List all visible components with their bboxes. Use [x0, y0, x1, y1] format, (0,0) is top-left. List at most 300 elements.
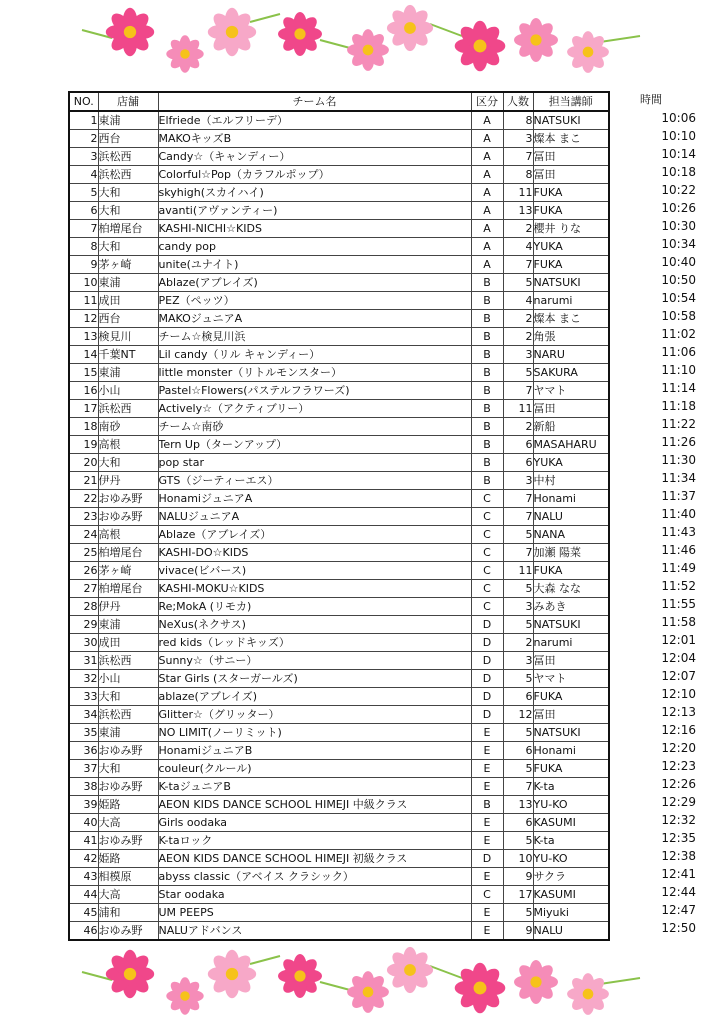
cell-count: 11 — [503, 562, 533, 580]
cell-teacher: 中村 — [533, 472, 609, 490]
cosmos-flower-icon — [166, 977, 203, 1014]
cell-teacher: narumi — [533, 292, 609, 310]
time-value: 12:32 — [661, 813, 696, 827]
cell-teacher: K-ta — [533, 832, 609, 850]
cell-division: E — [471, 868, 503, 886]
cell-division: A — [471, 202, 503, 220]
cell-count: 7 — [503, 148, 533, 166]
cell-division: B — [471, 364, 503, 382]
cell-store: おゆみ野 — [98, 922, 158, 941]
time-value: 11:30 — [661, 453, 696, 467]
cell-count: 5 — [503, 616, 533, 634]
cell-no: 1 — [69, 111, 98, 130]
cell-store: 浦和 — [98, 904, 158, 922]
cell-count: 8 — [503, 166, 533, 184]
time-value: 12:23 — [661, 759, 696, 773]
cell-teacher: Honami — [533, 490, 609, 508]
cosmos-flower-icon — [455, 21, 506, 72]
cell-store: 西台 — [98, 130, 158, 148]
cell-no: 42 — [69, 850, 98, 868]
cell-count: 11 — [503, 184, 533, 202]
time-value: 10:40 — [661, 255, 696, 269]
cell-division: D — [471, 850, 503, 868]
cell-store: 大和 — [98, 454, 158, 472]
cosmos-flower-icon-row — [0, 942, 724, 1022]
header-time: 時間 — [640, 93, 662, 106]
cell-no: 11 — [69, 292, 98, 310]
cell-division: B — [471, 472, 503, 490]
cell-count: 3 — [503, 598, 533, 616]
cell-teacher: NATSUKI — [533, 616, 609, 634]
cell-store: 伊丹 — [98, 598, 158, 616]
cell-division: B — [471, 274, 503, 292]
cell-store: 東浦 — [98, 724, 158, 742]
time-value: 12:16 — [661, 723, 696, 737]
cell-division: B — [471, 400, 503, 418]
time-value: 11:37 — [661, 489, 696, 503]
cell-count: 5 — [503, 760, 533, 778]
cell-store: 柏増尾台 — [98, 544, 158, 562]
table-row — [69, 472, 609, 490]
cell-count: 6 — [503, 454, 533, 472]
cell-no: 37 — [69, 760, 98, 778]
cell-division: B — [471, 292, 503, 310]
time-value: 11:34 — [661, 471, 696, 485]
leaf-stem — [320, 40, 350, 48]
cell-division: E — [471, 778, 503, 796]
cell-count: 3 — [503, 130, 533, 148]
cell-count: 7 — [503, 256, 533, 274]
cell-division: B — [471, 436, 503, 454]
cell-count: 13 — [503, 202, 533, 220]
table-row — [69, 814, 609, 832]
time-value: 12:44 — [661, 885, 696, 899]
cell-team: NALUジュニアA — [158, 508, 471, 526]
cell-store: 柏増尾台 — [98, 220, 158, 238]
cell-division: B — [471, 328, 503, 346]
cell-team: Star Girls (スターガールズ) — [158, 670, 471, 688]
header-store: 店舗 — [98, 92, 158, 111]
cell-team: Candy☆（キャンディー） — [158, 148, 471, 166]
cell-store: 相模原 — [98, 868, 158, 886]
table-row — [69, 436, 609, 454]
cell-division: E — [471, 832, 503, 850]
cell-no: 20 — [69, 454, 98, 472]
cell-store: 検見川 — [98, 328, 158, 346]
cell-count: 7 — [503, 490, 533, 508]
cell-teacher: 大森 なな — [533, 580, 609, 598]
cell-store: 東浦 — [98, 111, 158, 130]
table-row — [69, 256, 609, 274]
time-column — [618, 91, 696, 937]
time-value: 12:47 — [661, 903, 696, 917]
cosmos-flower-icon — [455, 963, 506, 1014]
cell-team: vivace(ビバース) — [158, 562, 471, 580]
time-value: 10:30 — [661, 219, 696, 233]
cell-team: MAKOキッズB — [158, 130, 471, 148]
cell-no: 28 — [69, 598, 98, 616]
time-value: 11:40 — [661, 507, 696, 521]
cell-count: 4 — [503, 238, 533, 256]
cosmos-flower-icon — [347, 971, 389, 1013]
cell-team: Colorful☆Pop（カラフルポップ） — [158, 166, 471, 184]
cell-division: C — [471, 526, 503, 544]
cell-store: 茅ヶ崎 — [98, 562, 158, 580]
schedule-table — [68, 91, 610, 941]
cell-count: 2 — [503, 418, 533, 436]
cell-no: 6 — [69, 202, 98, 220]
cell-teacher: KASUMI — [533, 886, 609, 904]
cosmos-flower-icon — [166, 35, 203, 72]
table-row — [69, 184, 609, 202]
cell-no: 24 — [69, 526, 98, 544]
time-value: 11:22 — [661, 417, 696, 431]
cell-teacher: YU-KO — [533, 850, 609, 868]
time-value: 11:06 — [661, 345, 696, 359]
table-row — [69, 868, 609, 886]
cell-division: D — [471, 652, 503, 670]
cell-teacher: 燦本 まこ — [533, 130, 609, 148]
time-value: 12:10 — [661, 687, 696, 701]
cell-store: 大高 — [98, 814, 158, 832]
cosmos-flower-icon — [208, 8, 256, 56]
time-value: 11:26 — [661, 435, 696, 449]
cell-count: 7 — [503, 382, 533, 400]
time-value: 12:50 — [661, 921, 696, 935]
cell-no: 29 — [69, 616, 98, 634]
table-row — [69, 292, 609, 310]
cell-teacher: FUKA — [533, 256, 609, 274]
table-row — [69, 364, 609, 382]
cell-teacher: FUKA — [533, 688, 609, 706]
cell-store: 大和 — [98, 184, 158, 202]
time-value: 11:55 — [661, 597, 696, 611]
cell-no: 12 — [69, 310, 98, 328]
cell-team: avanti(アヴァンティー) — [158, 202, 471, 220]
cell-teacher: NATSUKI — [533, 724, 609, 742]
cell-team: pop star — [158, 454, 471, 472]
cell-teacher: MASAHARU — [533, 436, 609, 454]
cell-teacher: 冨田 — [533, 400, 609, 418]
cell-store: 小山 — [98, 382, 158, 400]
cell-team: AEON KIDS DANCE SCHOOL HIMEJI 初級クラス — [158, 850, 471, 868]
leaf-stem — [320, 982, 350, 990]
cell-division: E — [471, 724, 503, 742]
cell-teacher: サクラ — [533, 868, 609, 886]
time-value: 12:01 — [661, 633, 696, 647]
cell-teacher: Miyuki — [533, 904, 609, 922]
table-row — [69, 310, 609, 328]
table-row — [69, 832, 609, 850]
cell-store: 千葉NT — [98, 346, 158, 364]
cell-no: 35 — [69, 724, 98, 742]
cell-teacher: FUKA — [533, 562, 609, 580]
cell-team: KASHI-NICHI☆KIDS — [158, 220, 471, 238]
cell-count: 6 — [503, 742, 533, 760]
cell-division: A — [471, 166, 503, 184]
time-value: 11:46 — [661, 543, 696, 557]
table-row — [69, 202, 609, 220]
cell-count: 7 — [503, 778, 533, 796]
cell-store: 東浦 — [98, 616, 158, 634]
time-value: 12:07 — [661, 669, 696, 683]
table-row — [69, 166, 609, 184]
cell-count: 6 — [503, 814, 533, 832]
table-row — [69, 886, 609, 904]
table-row — [69, 904, 609, 922]
cell-no: 43 — [69, 868, 98, 886]
time-value: 12:26 — [661, 777, 696, 791]
table-row — [69, 580, 609, 598]
time-value: 10:14 — [661, 147, 696, 161]
time-value: 10:54 — [661, 291, 696, 305]
cell-division: B — [471, 418, 503, 436]
cell-team: NeXus(ネクサス) — [158, 616, 471, 634]
cell-division: A — [471, 238, 503, 256]
cell-store: 姫路 — [98, 850, 158, 868]
cell-team: チーム☆南砂 — [158, 418, 471, 436]
cell-teacher: NALU — [533, 922, 609, 941]
cell-count: 3 — [503, 346, 533, 364]
cell-team: couleur(クルール) — [158, 760, 471, 778]
table-row — [69, 742, 609, 760]
cell-team: unite(ユナイト) — [158, 256, 471, 274]
cell-division: A — [471, 256, 503, 274]
cell-store: 小山 — [98, 670, 158, 688]
cell-store: おゆみ野 — [98, 742, 158, 760]
time-value: 11:02 — [661, 327, 696, 341]
cell-count: 6 — [503, 688, 533, 706]
cell-count: 2 — [503, 328, 533, 346]
cell-team: Glitter☆（グリッター） — [158, 706, 471, 724]
cell-store: 東浦 — [98, 364, 158, 382]
cell-no: 39 — [69, 796, 98, 814]
header-division: 区分 — [471, 92, 503, 111]
table-row — [69, 706, 609, 724]
table-row — [69, 652, 609, 670]
table-row — [69, 616, 609, 634]
table-row — [69, 418, 609, 436]
cell-team: Elfriede（エルフリーデ） — [158, 111, 471, 130]
cell-teacher: 冨田 — [533, 148, 609, 166]
cell-team: candy pop — [158, 238, 471, 256]
cell-count: 8 — [503, 111, 533, 130]
cell-team: KASHI-DO☆KIDS — [158, 544, 471, 562]
table-header-row — [69, 92, 609, 111]
leaf-stem — [430, 24, 462, 36]
cell-no: 40 — [69, 814, 98, 832]
cell-team: Re;MokA (リモカ) — [158, 598, 471, 616]
cell-teacher: ヤマト — [533, 670, 609, 688]
cell-team: AEON KIDS DANCE SCHOOL HIMEJI 中級クラス — [158, 796, 471, 814]
cell-no: 13 — [69, 328, 98, 346]
cell-store: 成田 — [98, 292, 158, 310]
cell-count: 10 — [503, 850, 533, 868]
cell-teacher: NARU — [533, 346, 609, 364]
cell-no: 22 — [69, 490, 98, 508]
cell-teacher: FUKA — [533, 760, 609, 778]
cell-division: B — [471, 310, 503, 328]
cell-store: 大和 — [98, 760, 158, 778]
cell-store: 高根 — [98, 526, 158, 544]
cell-teacher: 加瀬 陽菜 — [533, 544, 609, 562]
time-value: 12:38 — [661, 849, 696, 863]
cell-no: 30 — [69, 634, 98, 652]
cell-division: B — [471, 382, 503, 400]
cosmos-flower-icon — [208, 950, 256, 998]
cell-count: 5 — [503, 670, 533, 688]
leaf-stem — [430, 966, 462, 978]
cell-count: 9 — [503, 922, 533, 941]
cell-division: D — [471, 688, 503, 706]
cell-count: 12 — [503, 706, 533, 724]
cell-teacher: narumi — [533, 634, 609, 652]
cosmos-flower-icon — [387, 5, 433, 51]
table-row — [69, 454, 609, 472]
header-teacher: 担当講師 — [533, 92, 609, 111]
header-team: チーム名 — [158, 92, 471, 111]
cell-no: 41 — [69, 832, 98, 850]
cosmos-flower-icon — [567, 31, 609, 73]
cell-store: おゆみ野 — [98, 778, 158, 796]
cell-store: 大高 — [98, 886, 158, 904]
cell-store: 成田 — [98, 634, 158, 652]
cell-team: Actively☆（アクティブリー） — [158, 400, 471, 418]
cell-team: ablaze(アブレイズ) — [158, 688, 471, 706]
leaf-stem — [250, 14, 280, 22]
table-row — [69, 148, 609, 166]
table-row — [69, 526, 609, 544]
cell-no: 8 — [69, 238, 98, 256]
cell-no: 34 — [69, 706, 98, 724]
cell-count: 5 — [503, 904, 533, 922]
cell-no: 44 — [69, 886, 98, 904]
cell-teacher: NATSUKI — [533, 274, 609, 292]
table-row — [69, 111, 609, 130]
cell-store: 伊丹 — [98, 472, 158, 490]
cell-store: 柏増尾台 — [98, 580, 158, 598]
cell-no: 27 — [69, 580, 98, 598]
time-value: 11:52 — [661, 579, 696, 593]
cell-division: C — [471, 580, 503, 598]
cell-division: C — [471, 562, 503, 580]
time-value: 10:10 — [661, 129, 696, 143]
cell-division: C — [471, 886, 503, 904]
table-row — [69, 778, 609, 796]
cell-division: E — [471, 904, 503, 922]
cell-no: 17 — [69, 400, 98, 418]
cell-team: skyhigh(スカイハイ) — [158, 184, 471, 202]
cell-no: 2 — [69, 130, 98, 148]
cell-team: チーム☆検見川浜 — [158, 328, 471, 346]
cell-division: A — [471, 220, 503, 238]
cell-no: 7 — [69, 220, 98, 238]
cell-store: おゆみ野 — [98, 832, 158, 850]
cell-no: 10 — [69, 274, 98, 292]
time-value: 11:10 — [661, 363, 696, 377]
time-value: 10:06 — [661, 111, 696, 125]
cell-no: 3 — [69, 148, 98, 166]
cell-no: 45 — [69, 904, 98, 922]
table-row — [69, 274, 609, 292]
time-value: 11:49 — [661, 561, 696, 575]
cell-store: 大和 — [98, 688, 158, 706]
cell-count: 2 — [503, 220, 533, 238]
cell-division: E — [471, 814, 503, 832]
cosmos-flower-icon — [106, 8, 154, 56]
cosmos-flower-icon — [106, 950, 154, 998]
leaf-stem — [600, 36, 640, 42]
cell-store: 姫路 — [98, 796, 158, 814]
cell-no: 36 — [69, 742, 98, 760]
cell-store: 南砂 — [98, 418, 158, 436]
cell-store: 浜松西 — [98, 652, 158, 670]
cell-store: 茅ヶ崎 — [98, 256, 158, 274]
table-row — [69, 130, 609, 148]
cosmos-flower-icon — [387, 947, 433, 993]
cell-division: D — [471, 634, 503, 652]
cell-no: 19 — [69, 436, 98, 454]
cell-division: E — [471, 742, 503, 760]
cosmos-flower-icon — [567, 973, 609, 1015]
cell-teacher: 冨田 — [533, 652, 609, 670]
cell-team: MAKOジュニアA — [158, 310, 471, 328]
cell-team: Star oodaka — [158, 886, 471, 904]
cell-store: 大和 — [98, 238, 158, 256]
cell-no: 31 — [69, 652, 98, 670]
cell-store: 西台 — [98, 310, 158, 328]
cell-division: C — [471, 490, 503, 508]
cell-division: E — [471, 922, 503, 941]
cell-team: Ablaze（アブレイズ） — [158, 526, 471, 544]
cell-team: Sunny☆（サニー） — [158, 652, 471, 670]
time-value: 12:29 — [661, 795, 696, 809]
cell-teacher: 櫻井 りな — [533, 220, 609, 238]
time-value: 11:43 — [661, 525, 696, 539]
table-row — [69, 670, 609, 688]
cell-team: K-taロック — [158, 832, 471, 850]
cell-teacher: Honami — [533, 742, 609, 760]
header-no: NO. — [69, 92, 98, 111]
cell-no: 18 — [69, 418, 98, 436]
table-row — [69, 328, 609, 346]
cell-team: Ablaze(アブレイズ) — [158, 274, 471, 292]
table-row — [69, 562, 609, 580]
cell-no: 46 — [69, 922, 98, 941]
table-row — [69, 238, 609, 256]
cell-teacher: 冨田 — [533, 706, 609, 724]
header-count: 人数 — [503, 92, 533, 111]
cosmos-flower-icon — [278, 954, 322, 998]
table-row — [69, 346, 609, 364]
cosmos-flower-icon — [514, 18, 558, 62]
cell-division: C — [471, 598, 503, 616]
cell-team: Girls oodaka — [158, 814, 471, 832]
cell-count: 3 — [503, 652, 533, 670]
cell-teacher: 燦本 まこ — [533, 310, 609, 328]
cell-no: 16 — [69, 382, 98, 400]
table-row — [69, 490, 609, 508]
time-value: 10:26 — [661, 201, 696, 215]
cell-teacher: NALU — [533, 508, 609, 526]
cell-no: 21 — [69, 472, 98, 490]
cell-division: B — [471, 796, 503, 814]
cell-count: 6 — [503, 436, 533, 454]
cell-division: C — [471, 508, 503, 526]
cosmos-flower-icon — [278, 12, 322, 56]
cell-store: 浜松西 — [98, 148, 158, 166]
cell-count: 17 — [503, 886, 533, 904]
